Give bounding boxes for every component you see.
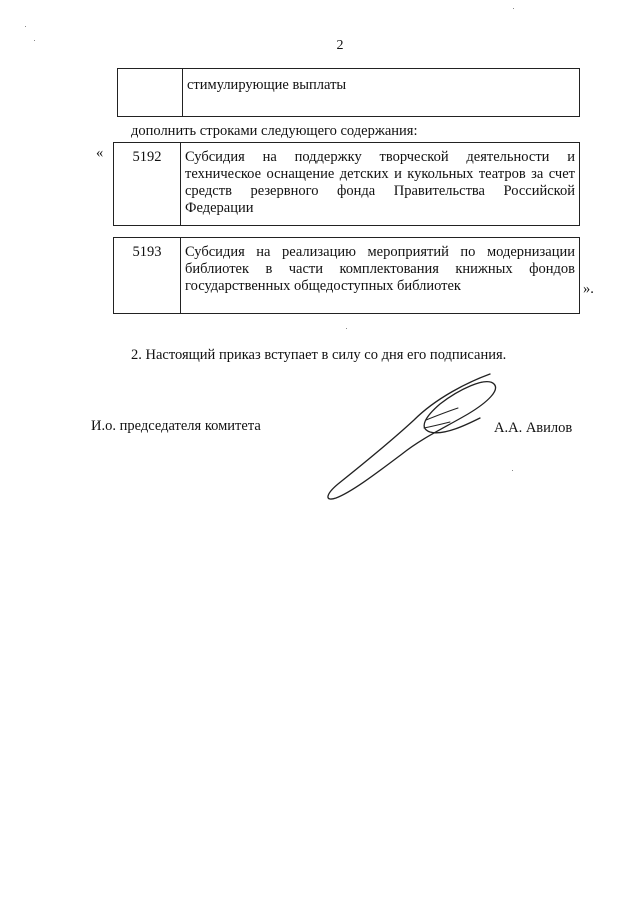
- description-cell: стимулирующие выплаты: [183, 69, 580, 117]
- scan-speck: [512, 470, 513, 471]
- scan-speck: [513, 8, 514, 9]
- signer-position: И.о. председателя комитета: [91, 418, 261, 434]
- scan-speck: [25, 26, 26, 27]
- opening-quote: «: [96, 145, 104, 161]
- amendment-intro: дополнить строками следующего содержания:: [131, 123, 418, 139]
- description-cell: Субсидия на реализацию мероприятий по модернизации библиотек в части комплектования книжных фондов государственных общедоступных библиотек: [181, 238, 580, 314]
- closing-quote: ».: [583, 281, 594, 297]
- handwritten-signature: [318, 368, 528, 508]
- scan-speck: [34, 40, 35, 41]
- code-cell: 5192: [114, 143, 181, 226]
- code-cell: [118, 69, 183, 117]
- budget-code-table-previous: [117, 68, 580, 117]
- page-number: 2: [336, 38, 344, 53]
- effective-clause: 2. Настоящий приказ вступает в силу со дня его подписания.: [131, 347, 507, 363]
- scan-speck: [346, 328, 347, 329]
- table-row: [114, 143, 580, 226]
- table-row: [118, 69, 580, 117]
- table-row: [114, 238, 580, 314]
- signer-name: А.А. Авилов: [494, 420, 573, 436]
- budget-code-table-5192: [113, 142, 580, 226]
- code-cell: 5193: [114, 238, 181, 314]
- description-cell: Субсидия на поддержку творческой деятельности и техническое оснащение детских и кукольных театров за счет средств резервного фонда Правительства Российской Федерации: [181, 143, 580, 226]
- budget-code-table-5193: [113, 237, 580, 314]
